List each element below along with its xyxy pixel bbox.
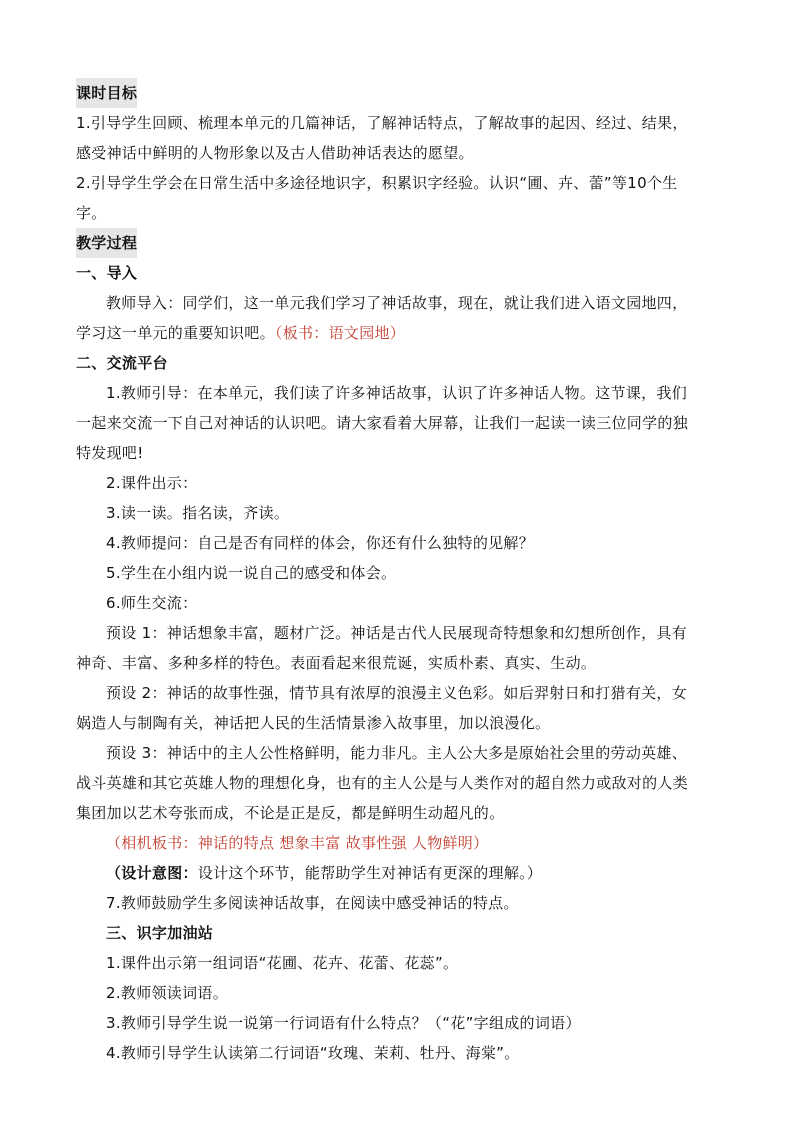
preset-3-line-3: 集团加以艺术夸张而成，不论是正是反，都是鲜明生动超凡的。 bbox=[76, 804, 505, 822]
goal-1-line-1: 1.引导学生回顾、梳理本单元的几篇神话，了解神话特点，了解故事的起因、经过、结果， bbox=[76, 114, 688, 132]
goals-heading: 课时目标 bbox=[76, 78, 726, 108]
preset-3-line-2: 战斗英雄和其它英雄人物的理想化身，也有的主人公是与人类作对的超自然力或敌对的人类 bbox=[76, 774, 689, 792]
s2-item-3: 3.读一读。指名读，齐读。 bbox=[106, 504, 290, 522]
section-1-para-line-1: 教师导入：同学们，这一单元我们学习了神话故事，现在，就让我们进入语文园地四， bbox=[106, 294, 688, 312]
s3-item-3: 3.教师引导学生说一说第一行词语有什么特点？（“花”字组成的词语） bbox=[106, 1014, 581, 1032]
preset-3-line-1: 预设 3：神话中的主人公性格鲜明，能力非凡。主人公大多是原始社会里的劳动英雄、 bbox=[106, 744, 688, 762]
s3-item-4: 4.教师引导学生认读第二行词语“玫瑰、茉莉、牡丹、海棠”。 bbox=[106, 1044, 520, 1062]
s3-item-2: 2.教师领读词语。 bbox=[106, 984, 229, 1002]
goal-2-line-2: 字。 bbox=[76, 204, 107, 222]
preset-2-line-2: 娲造人与制陶有关，神话把人民的生活情景渗入故事里，加以浪漫化。 bbox=[76, 714, 551, 732]
section-1-title: 一、导入 bbox=[76, 264, 138, 282]
preset-1-line-1: 预设 1：神话想象丰富，题材广泛。神话是古代人民展现奇特想象和幻想所创作，具有 bbox=[106, 624, 688, 642]
design-intent: （设计意图：设计这个环节，能帮助学生对神话有更深的理解。） bbox=[106, 864, 543, 882]
s2-item-5: 5.学生在小组内说一说自己的感受和体会。 bbox=[106, 564, 397, 582]
s2-item-1-line-2: 一起来交流一下自己对神话的认识吧。请大家看着大屏幕，让我们一起读一读三位同学的独 bbox=[76, 414, 689, 432]
section-1-para-line-2: 学习这一单元的重要知识吧。（板书：语文园地） bbox=[76, 324, 406, 342]
s2-item-4: 4.教师提问：自己是否有同样的体会，你还有什么独特的见解？ bbox=[106, 534, 535, 552]
s2-item-1-line-1: 1.教师引导：在本单元，我们读了许多神话故事，认识了许多神话人物。这节课，我们 bbox=[106, 384, 688, 402]
board-writing: （相机板书：神话的特点 想象丰富 故事性强 人物鲜明） bbox=[106, 834, 489, 852]
goal-1-line-2: 感受神话中鲜明的人物形象以及古人借助神话表达的愿望。 bbox=[76, 144, 474, 162]
process-heading: 教学过程 bbox=[76, 228, 726, 258]
board-note: （板书：语文园地） bbox=[274, 324, 406, 342]
s2-item-6: 6.师生交流： bbox=[106, 594, 198, 612]
section-3-title: 三、识字加油站 bbox=[106, 924, 214, 942]
s3-item-1: 1.课件出示第一组词语“花圃、花卉、花蕾、花蕊”。 bbox=[106, 954, 459, 972]
s2-item-1-line-3: 特发现吧! bbox=[76, 444, 144, 462]
section-2-title: 二、交流平台 bbox=[76, 354, 168, 372]
s2-item-7: 7.教师鼓励学生多阅读神话故事，在阅读中感受神话的特点。 bbox=[106, 894, 519, 912]
goal-2-line-1: 2.引导学生学会在日常生活中多途径地识字，积累识字经验。认识“圃、卉、蕾”等10个生 bbox=[76, 174, 678, 192]
document-page bbox=[76, 78, 726, 1068]
preset-2-line-1: 预设 2：神话的故事性强，情节具有浓厚的浪漫主义色彩。如后羿射日和打猎有关，女 bbox=[106, 684, 688, 702]
s2-item-2: 2.课件出示： bbox=[106, 474, 198, 492]
preset-1-line-2: 神奇、丰富、多种多样的特色。表面看起来很荒诞，实质朴素、真实、生动。 bbox=[76, 654, 597, 672]
